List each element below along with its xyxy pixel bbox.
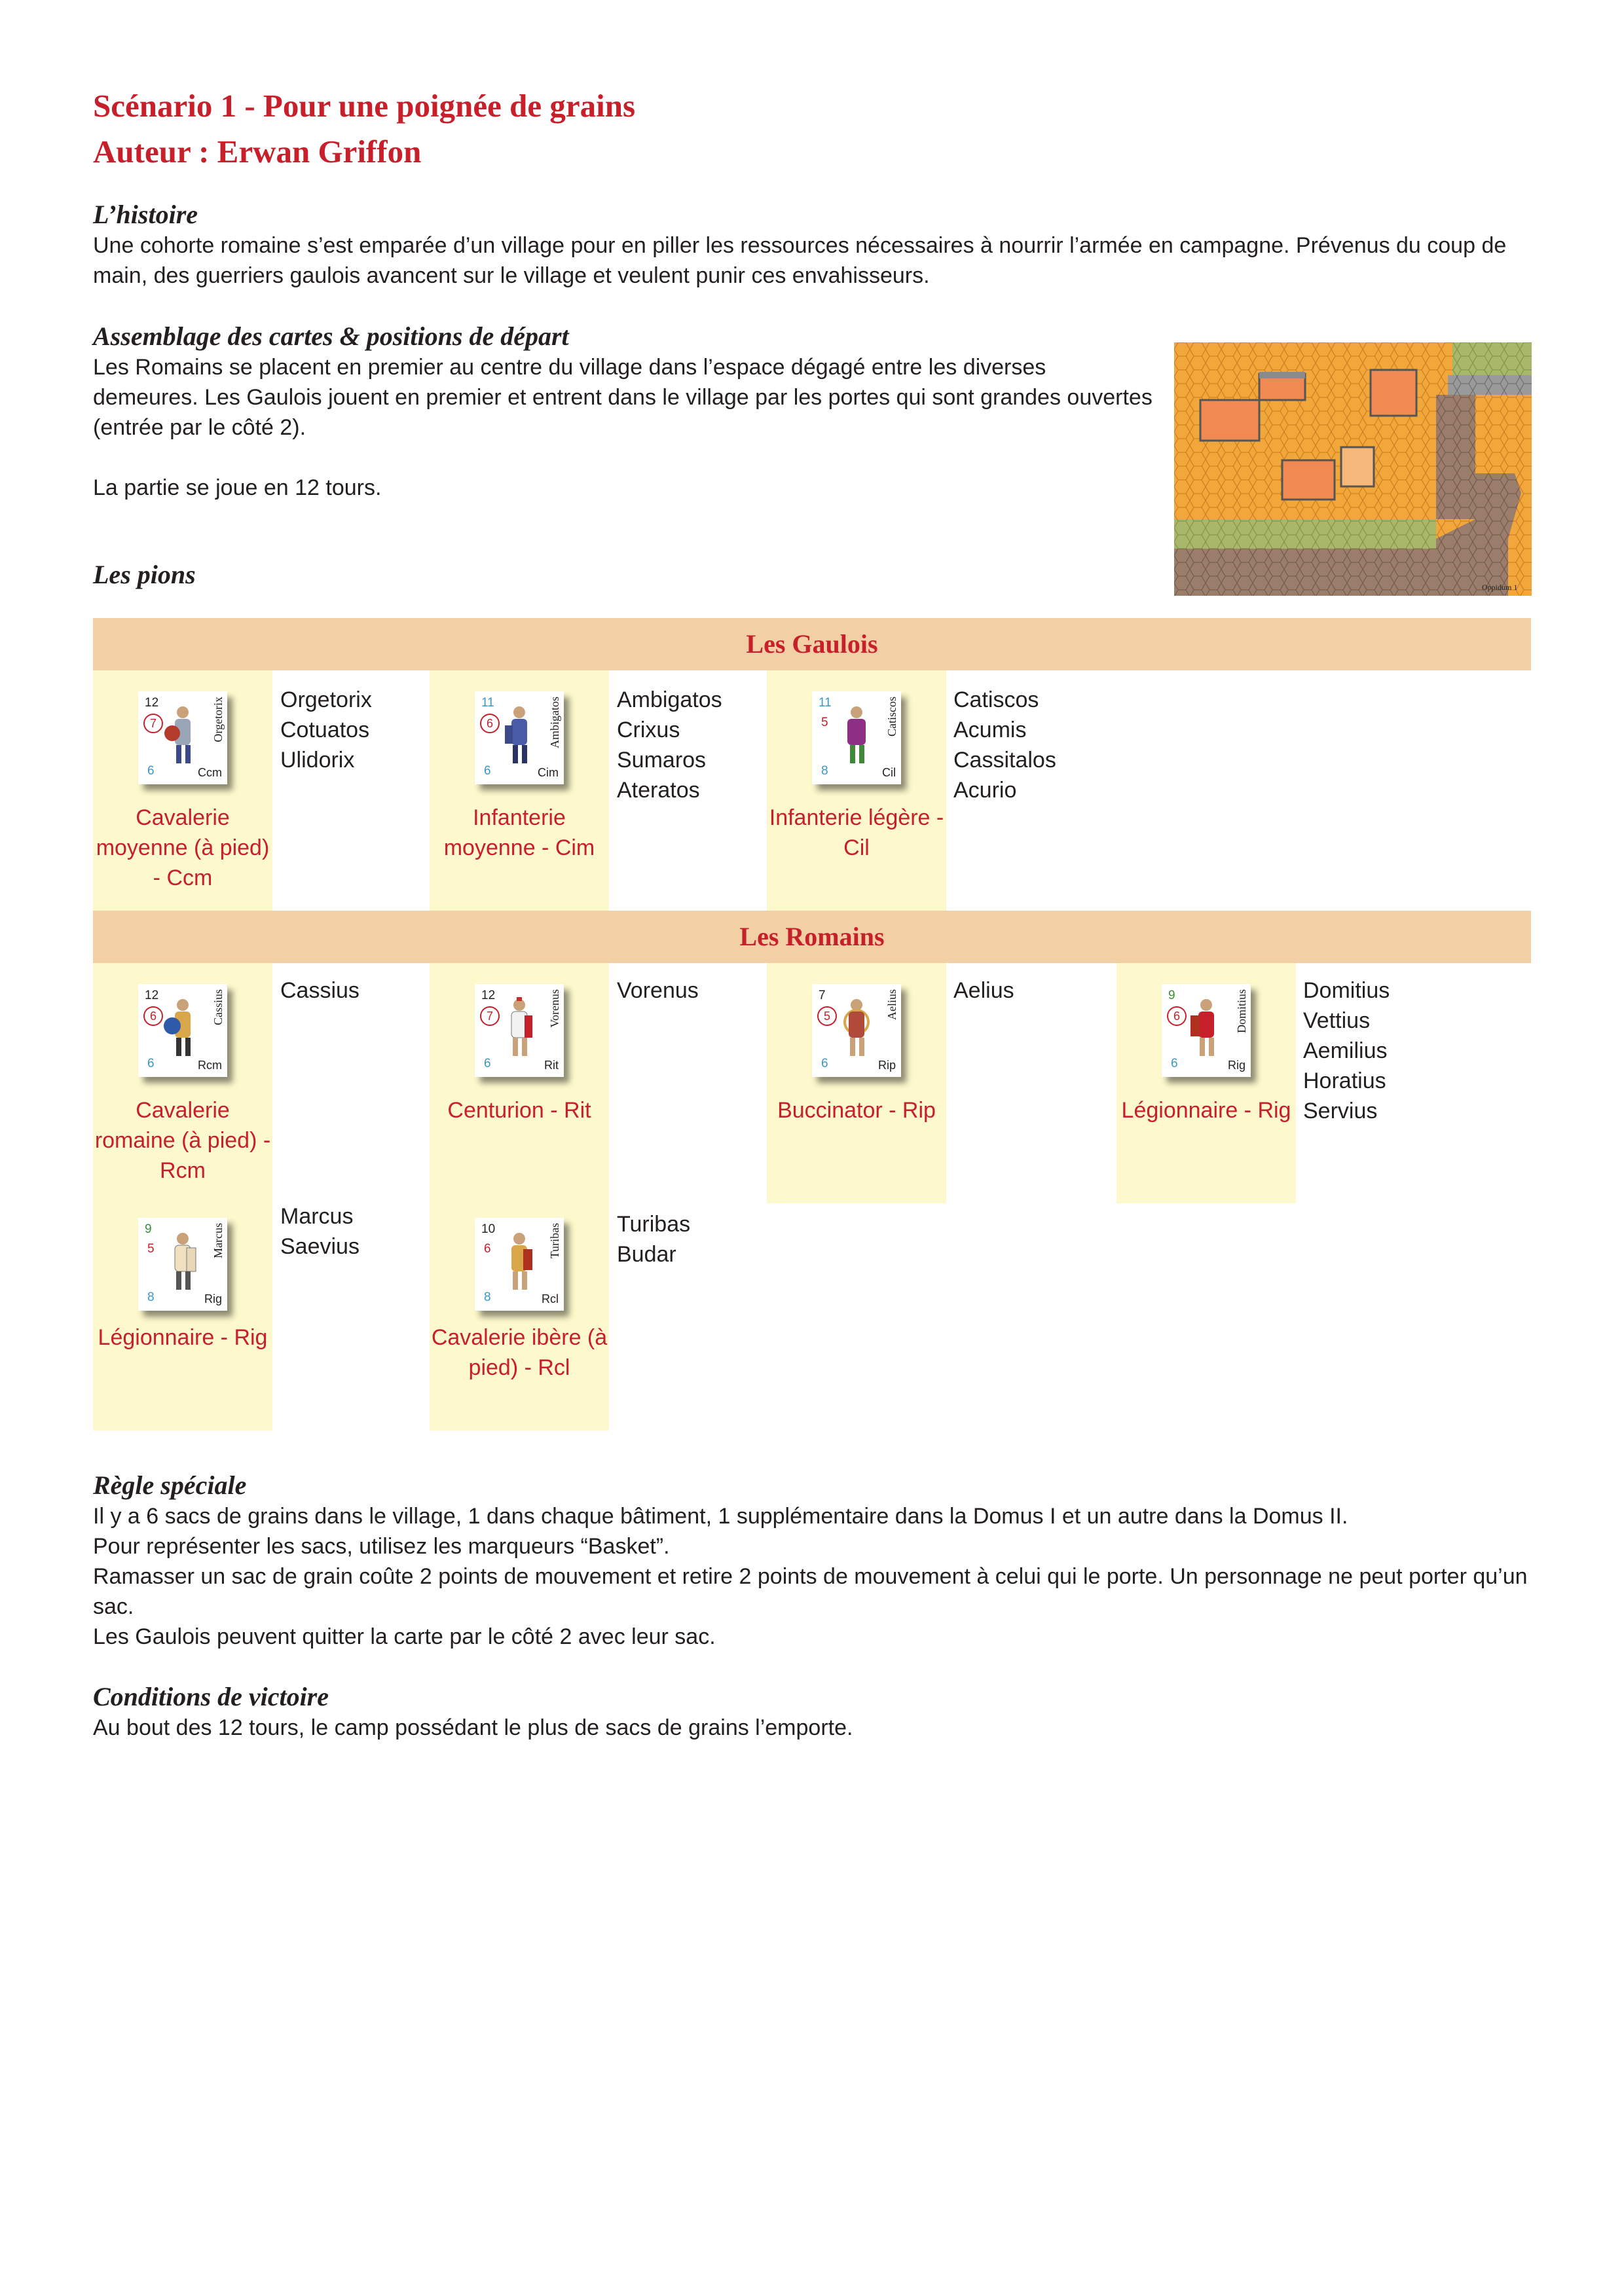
character-names (280, 1201, 360, 1262)
village-map-graphic (1174, 342, 1532, 596)
assemblage-heading: Assemblage des cartes & positions de départ (93, 321, 569, 351)
counter-name: Domitius (1235, 989, 1248, 1034)
romains-unit-cell (430, 963, 609, 1203)
assemblage-paragraph-2: La partie se joue en 12 tours. (93, 475, 382, 500)
counter-top-value: 11 (819, 696, 832, 710)
counter-bottom-value: 8 (484, 1290, 491, 1304)
character-name: Domitius (1303, 978, 1390, 1003)
counter-top-value: 12 (145, 696, 159, 710)
counter-bottom-value: 6 (484, 764, 491, 778)
counter-mid-value: 6 (484, 1242, 491, 1256)
gaulois-band: Les Gaulois (93, 618, 1531, 670)
counter-mid-value: 5 (147, 1242, 155, 1256)
village-map (1174, 342, 1532, 596)
counter-bottom-value: 8 (821, 764, 828, 778)
character-name: Crixus (617, 718, 680, 742)
counter-code: Rig (204, 1292, 222, 1305)
character-names (617, 1209, 690, 1269)
unit-name: Infanterie légère - Cil (769, 805, 944, 860)
warrior-figure-icon (163, 996, 202, 1061)
character-names (617, 685, 722, 805)
counter-code: Cim (538, 766, 559, 779)
counter-bottom-value: 6 (821, 1057, 828, 1070)
counter-circled-value: 5 (817, 1006, 837, 1026)
victoire-text (93, 1713, 1534, 1743)
character-name: Aelius (953, 978, 1014, 1003)
counter-name: Turibas (548, 1223, 561, 1259)
histoire-text (93, 230, 1534, 291)
character-name: Cassitalos (953, 748, 1056, 773)
author-line: Auteur : Erwan Griffon (93, 134, 422, 170)
map-label: Oppidum 1 (1482, 583, 1518, 592)
warrior-figure-icon (163, 1230, 202, 1295)
character-names (953, 685, 1056, 805)
unit-counter (475, 691, 564, 784)
regle-line: Il y a 6 sacs de grains dans le village, 1 dans chaque bâtiment, 1 supplémentaire dans la Domus I et un autre dans la Domus II. (93, 1504, 1348, 1529)
character-name: Sumaros (617, 748, 707, 773)
counter-top-value: 10 (481, 1222, 496, 1236)
romains-unit-cell (767, 963, 946, 1203)
unit-name: Légionnaire - Rig (98, 1325, 268, 1350)
counter-circled-value: 7 (143, 714, 163, 733)
romains-unit-cell (93, 963, 272, 1203)
counter-bottom-value: 6 (1171, 1057, 1178, 1070)
counter-top-value: 12 (481, 989, 496, 1002)
unit-counter (138, 984, 227, 1077)
character-name: Horatius (1303, 1068, 1386, 1093)
unit-counter (1162, 984, 1251, 1077)
character-name: Aemilius (1303, 1038, 1388, 1063)
gaulois-unit-cell (93, 670, 272, 911)
counter-name: Aelius (885, 989, 898, 1020)
romains-band: Les Romains (93, 911, 1531, 963)
counter-top-value: 9 (1168, 989, 1175, 1002)
character-name: Marcus (280, 1204, 354, 1229)
regle-line: Ramasser un sac de grain coûte 2 points de mouvement et retire 2 points de mouvement à celui qui le porte. Un personnage ne peut porter qu’un sac. (93, 1564, 1528, 1619)
unit-name: Centurion - Rit (447, 1098, 591, 1123)
counter-name: Marcus (212, 1223, 225, 1258)
assemblage-text (93, 352, 1157, 503)
gaulois-unit-cell (767, 670, 946, 911)
unit-name: Cavalerie moyenne (à pied) - Ccm (96, 805, 270, 890)
regle-heading: Règle spéciale (93, 1470, 247, 1500)
counter-code: Ccm (198, 766, 222, 779)
counter-name: Catiscos (885, 697, 898, 737)
counter-code: Cil (882, 766, 896, 779)
page-title: Scénario 1 - Pour une poignée de grains (93, 88, 636, 124)
character-name: Vorenus (617, 978, 699, 1003)
warrior-figure-icon (163, 703, 202, 769)
gaulois-unit-cell (430, 670, 609, 911)
unit-name: Buccinator - Rip (777, 1098, 936, 1123)
unit-counter (138, 1218, 227, 1311)
character-name: Ateratos (617, 778, 700, 803)
histoire-heading: L’histoire (93, 200, 198, 229)
character-name: Acumis (953, 718, 1027, 742)
warrior-figure-icon (500, 996, 539, 1061)
counter-bottom-value: 8 (147, 1290, 155, 1304)
victoire-heading: Conditions de victoire (93, 1682, 329, 1711)
counter-code: Rit (544, 1059, 559, 1072)
character-names (953, 975, 1014, 1006)
character-name: Servius (1303, 1099, 1378, 1123)
assemblage-paragraph-1: Les Romains se placent en premier au centre du village dans l’espace dégagé entre les diverses demeures. Les Gaulois jouent en premier et entrent dans le village par les portes qui sont grandes ouvertes (entrée par le côté 2). (93, 355, 1153, 440)
unit-name: Légionnaire - Rig (1121, 1098, 1291, 1123)
warrior-figure-icon (1187, 996, 1226, 1061)
unit-counter (812, 984, 901, 1077)
unit-name: Cavalerie romaine (à pied) - Rcm (94, 1098, 271, 1183)
pions-heading: Les pions (93, 560, 196, 589)
counter-name: Ambigatos (548, 697, 561, 748)
counter-circled-value: 7 (480, 1006, 500, 1026)
counter-code: Rip (877, 1059, 896, 1072)
character-names (280, 975, 360, 1006)
counter-bottom-value: 6 (147, 1057, 155, 1070)
warrior-figure-icon (500, 703, 539, 769)
counter-code: Rcl (542, 1292, 559, 1305)
character-name: Orgetorix (280, 687, 372, 712)
unit-name: Cavalerie ibère (à pied) - Rcl (431, 1325, 608, 1380)
warrior-figure-icon (500, 1230, 539, 1295)
character-name: Saevius (280, 1234, 360, 1259)
regle-text (93, 1501, 1534, 1652)
character-names (617, 975, 699, 1006)
histoire-paragraph: Une cohorte romaine s’est emparée d’un village pour en piller les ressources nécessaires à nourrir l’armée en campagne. Prévenus du coup de main, des guerriers gaulois avancent sur le village et veulent punir ces envahisseurs. (93, 233, 1507, 288)
unit-counter (475, 984, 564, 1077)
counter-bottom-value: 6 (484, 1057, 491, 1070)
character-name: Cassius (280, 978, 360, 1003)
unit-counter (475, 1218, 564, 1311)
unit-counter (138, 691, 227, 784)
counter-top-value: 11 (481, 696, 494, 710)
romains-unit-cell (93, 1203, 272, 1430)
counter-circled-value: 6 (480, 714, 500, 733)
counter-name: Cassius (212, 989, 225, 1026)
warrior-figure-icon (837, 996, 876, 1061)
counter-name: Vorenus (548, 989, 561, 1028)
character-name: Cotuatos (280, 718, 370, 742)
counter-name: Orgetorix (212, 697, 225, 742)
romains-unit-cell (1116, 963, 1296, 1203)
counter-top-value: 12 (145, 989, 159, 1002)
counter-circled-value: 6 (143, 1006, 163, 1026)
character-name: Catiscos (953, 687, 1039, 712)
romains-unit-cell (430, 1203, 609, 1430)
character-name: Acurio (953, 778, 1017, 803)
character-name: Ambigatos (617, 687, 722, 712)
counter-bottom-value: 6 (147, 764, 155, 778)
character-name: Turibas (617, 1212, 691, 1237)
character-name: Vettius (1303, 1008, 1371, 1033)
unit-counter (812, 691, 901, 784)
counter-circled-value: 6 (1167, 1006, 1187, 1026)
character-name: Budar (617, 1242, 676, 1267)
counter-top-value: 7 (819, 989, 826, 1002)
warrior-figure-icon (837, 703, 876, 769)
unit-name: Infanterie moyenne - Cim (443, 805, 595, 860)
character-name: Ulidorix (280, 748, 355, 773)
character-names (1303, 975, 1390, 1126)
regle-line: Les Gaulois peuvent quitter la carte par le côté 2 avec leur sac. (93, 1624, 716, 1649)
counter-code: Rig (1227, 1059, 1246, 1072)
character-names (280, 685, 372, 775)
counter-code: Rcm (198, 1059, 222, 1072)
counter-mid-value: 5 (821, 716, 828, 729)
regle-line: Pour représenter les sacs, utilisez les marqueurs “Basket”. (93, 1534, 670, 1559)
victoire-paragraph: Au bout des 12 tours, le camp possédant le plus de sacs de grains l’emporte. (93, 1715, 853, 1740)
counter-top-value: 9 (145, 1222, 152, 1236)
